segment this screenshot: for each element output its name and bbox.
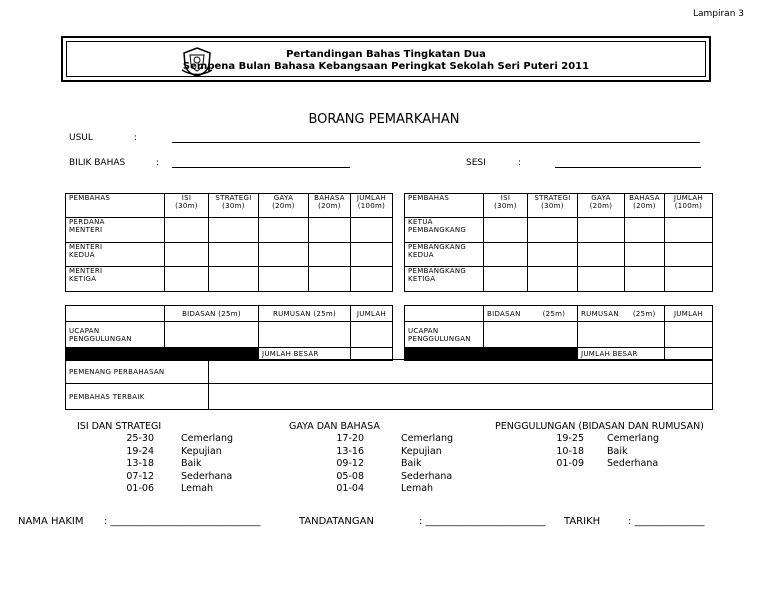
ucapan-penggulungan-label: UCAPAN PENGGULUNGAN [405, 322, 484, 348]
closing-table-left [65, 305, 393, 361]
usul-field[interactable] [172, 142, 700, 143]
header-pembahas: PEMBAHAS [66, 194, 165, 218]
gaya-grade-label: Sederhana [401, 470, 453, 482]
penggulungan-title: PENGGULUNGAN (BIDASAN DAN RUMUSAN) [495, 421, 704, 432]
isi-grade-label: Sederhana [181, 470, 233, 482]
speaker-pembangkang-kedua: PEMBANGKANG KEDUA [405, 243, 484, 267]
gaya-grade-range: 05-08 [336, 470, 364, 482]
gul-grade-range: 19-25 [556, 433, 584, 444]
gaya-grade-range: 09-12 [336, 458, 364, 469]
jumlah-cell[interactable] [351, 322, 393, 348]
gul-grade-range: 01-09 [556, 458, 584, 469]
score-cell[interactable] [625, 243, 665, 267]
gul-grade-range: 10-18 [556, 445, 584, 457]
score-cell[interactable] [309, 243, 351, 267]
pemenang-label: PEMENANG PERBAHASAN [66, 360, 209, 384]
terbaik-field[interactable] [209, 384, 713, 410]
gaya-grade-range: 01-04 [336, 483, 364, 494]
isi-grade-range: 25-30 [126, 433, 154, 444]
score-cell[interactable] [165, 243, 209, 267]
isi-grade-range: 13-18 [126, 458, 154, 469]
gaya-grade-label: Kepujian [401, 445, 442, 457]
ucapan-penggulungan-label: UCAPAN PENGGULUNGAN [66, 322, 165, 348]
jumlah-cell[interactable] [665, 322, 713, 348]
sesi-field[interactable] [555, 167, 701, 168]
score-cell[interactable] [528, 218, 578, 243]
header-rumusan: RUMUSAN (25m) [259, 306, 351, 322]
score-cell[interactable] [528, 243, 578, 267]
isi-grade-label: Kepujian [181, 445, 222, 457]
score-cell[interactable] [665, 243, 713, 267]
score-cell[interactable] [625, 267, 665, 292]
isi-grade-label: Lemah [181, 483, 214, 494]
score-cell[interactable] [578, 218, 625, 243]
lampiran-label: Lampiran 3 [692, 9, 744, 19]
tandatangan-label: TANDATANGAN [299, 516, 374, 527]
header-jumlah: JUMLAH [665, 306, 713, 322]
header-strategi: STRATEGI (30m) [528, 194, 578, 218]
header-jumlah: JUMLAH (100m) [665, 194, 713, 218]
header-rumusan: RUMUSAN (25m) [578, 306, 665, 322]
page-title: BORANG PEMARKAHAN [308, 112, 460, 127]
isi-strategi-title: ISI DAN STRATEGI [77, 421, 162, 432]
gaya-grade-range: 17-20 [336, 433, 364, 444]
score-cell[interactable] [351, 243, 393, 267]
speaker-ketua-pembangkang: KETUA PEMBANGKANG [405, 218, 484, 243]
score-cell[interactable] [165, 218, 209, 243]
jumlah-besar-label: JUMLAH BESAR [578, 348, 665, 361]
header-bidasan: BIDASAN (25m) [484, 306, 578, 322]
nama-hakim-label: NAMA HAKIM [18, 516, 84, 527]
score-cell[interactable] [528, 267, 578, 292]
isi-grade-range: 19-24 [126, 445, 154, 457]
bidasan-cell[interactable] [484, 322, 578, 348]
bilik-colon: : [156, 158, 160, 168]
usul-label: USUL [69, 133, 93, 143]
score-cell[interactable] [351, 267, 393, 292]
score-cell[interactable] [259, 243, 309, 267]
score-cell[interactable] [578, 243, 625, 267]
result-table [65, 359, 713, 410]
closing-table-right [404, 305, 713, 361]
isi-grade-label: Cemerlang [181, 433, 233, 444]
score-cell[interactable] [259, 267, 309, 292]
usul-colon: : [134, 133, 138, 143]
gaya-bahasa-title: GAYA DAN BAHASA [289, 421, 380, 432]
score-cell[interactable] [665, 267, 713, 292]
score-cell[interactable] [209, 243, 259, 267]
header-bidasan: BIDASAN (25m) [165, 306, 259, 322]
header-bahasa: BAHASA (20m) [309, 194, 351, 218]
score-cell[interactable] [259, 218, 309, 243]
sesi-label: SESI [466, 158, 486, 168]
header-isi: ISI (30m) [165, 194, 209, 218]
header-jumlah: JUMLAH (100m) [351, 194, 393, 218]
score-cell[interactable] [484, 267, 528, 292]
pemenang-field[interactable] [209, 360, 713, 384]
header-line-2: Sempena Bulan Bahasa Kebangsaan Peringkat Sekolah Seri Puteri 2011 [182, 61, 590, 72]
score-cell[interactable] [484, 243, 528, 267]
gul-grade-label: Baik [607, 445, 628, 457]
score-cell[interactable] [351, 218, 393, 243]
tandatangan-field[interactable]: : ________________________ [419, 516, 546, 527]
isi-grade-range: 07-12 [126, 470, 154, 482]
tarikh-field[interactable]: : ______________ [628, 516, 705, 527]
header-isi: ISI (30m) [484, 194, 528, 218]
score-cell[interactable] [484, 218, 528, 243]
speaker-perdana-menteri: PERDANA MENTERI [66, 218, 165, 243]
score-cell[interactable] [309, 267, 351, 292]
score-table-right [404, 193, 713, 292]
bilik-label: BILIK BAHAS [69, 158, 126, 168]
score-cell[interactable] [665, 218, 713, 243]
gaya-grade-label: Lemah [401, 483, 434, 494]
score-cell[interactable] [165, 267, 209, 292]
gaya-grade-label: Baik [401, 458, 422, 469]
header-box [61, 36, 711, 82]
header-line-1: Pertandingan Bahas Tingkatan Dua [286, 49, 486, 60]
score-cell[interactable] [578, 267, 625, 292]
score-cell[interactable] [309, 218, 351, 243]
rumusan-cell[interactable] [259, 322, 351, 348]
header-strategi: STRATEGI (30m) [209, 194, 259, 218]
gul-grade-label: Cemerlang [607, 433, 659, 444]
header-gaya: GAYA (20m) [578, 194, 625, 218]
jumlah-besar-label: JUMLAH BESAR [259, 348, 351, 361]
nama-hakim-field[interactable]: : ______________________________ [104, 516, 261, 527]
isi-grade-label: Baik [181, 458, 202, 469]
bilik-field[interactable] [172, 167, 350, 168]
header-gaya: GAYA (20m) [259, 194, 309, 218]
gaya-grade-label: Cemerlang [401, 433, 453, 444]
closing-blank-header [66, 306, 165, 322]
speaker-menteri-ketiga: MENTERI KETIGA [66, 267, 165, 292]
terbaik-label: PEMBAHAS TERBAIK [66, 384, 209, 410]
score-cell[interactable] [209, 267, 259, 292]
header-bahasa: BAHASA (20m) [625, 194, 665, 218]
isi-grade-range: 01-06 [126, 483, 154, 494]
header-jumlah: JUMLAH [351, 306, 393, 322]
sesi-colon: : [518, 158, 522, 168]
gaya-grade-range: 13-16 [336, 445, 364, 457]
header-pembahas: PEMBAHAS [405, 194, 484, 218]
closing-blank-header [405, 306, 484, 322]
gul-grade-label: Sederhana [607, 458, 659, 469]
rumusan-cell[interactable] [578, 322, 665, 348]
score-table-left [65, 193, 393, 292]
speaker-pembangkang-ketiga: PEMBANGKANG KETIGA [405, 267, 484, 292]
bidasan-cell[interactable] [165, 322, 259, 348]
score-cell[interactable] [625, 218, 665, 243]
tarikh-label: TARIKH [564, 516, 601, 527]
score-cell[interactable] [209, 218, 259, 243]
speaker-menteri-kedua: MENTERI KEDUA [66, 243, 165, 267]
